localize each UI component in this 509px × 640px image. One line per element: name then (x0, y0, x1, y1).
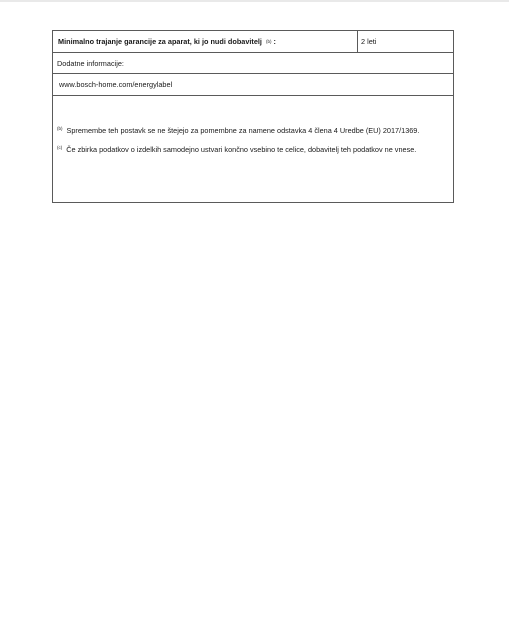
guarantee-colon: : (273, 37, 276, 46)
additional-info-row (53, 53, 453, 74)
footnote-c-marker: (c) (57, 145, 63, 150)
guarantee-value: 2 leti (361, 37, 377, 46)
page-top-edge (0, 0, 509, 2)
footnote-b (57, 124, 445, 135)
footnote-b-marker: (b) (57, 126, 63, 131)
guarantee-label-cell (53, 31, 358, 52)
footnote-c (57, 143, 445, 154)
url-row (53, 74, 453, 96)
guarantee-row (53, 31, 453, 53)
footnote-b-text: Spremembe teh postavk se ne štejejo za pomembne za namene odstavka 4 člena 4 Uredbe (EU) 2017/1369. (66, 126, 420, 135)
guarantee-label: Minimalno trajanje garancije za aparat, ki jo nudi dobavitelj (58, 37, 262, 46)
energylabel-link[interactable]: www.bosch-home.com/energylabel (59, 80, 173, 89)
additional-info-label: Dodatne informacije: (57, 58, 124, 68)
info-table (52, 30, 454, 203)
footnotes-row (53, 96, 453, 202)
footnote-marker: (b) (265, 39, 272, 44)
guarantee-value-cell (358, 31, 453, 52)
footnote-c-text: Če zbirka podatkov o izdelkih samodejno ustvari končno vsebino te celice, dobavitelj teh podatkov ne vnese. (66, 145, 417, 154)
